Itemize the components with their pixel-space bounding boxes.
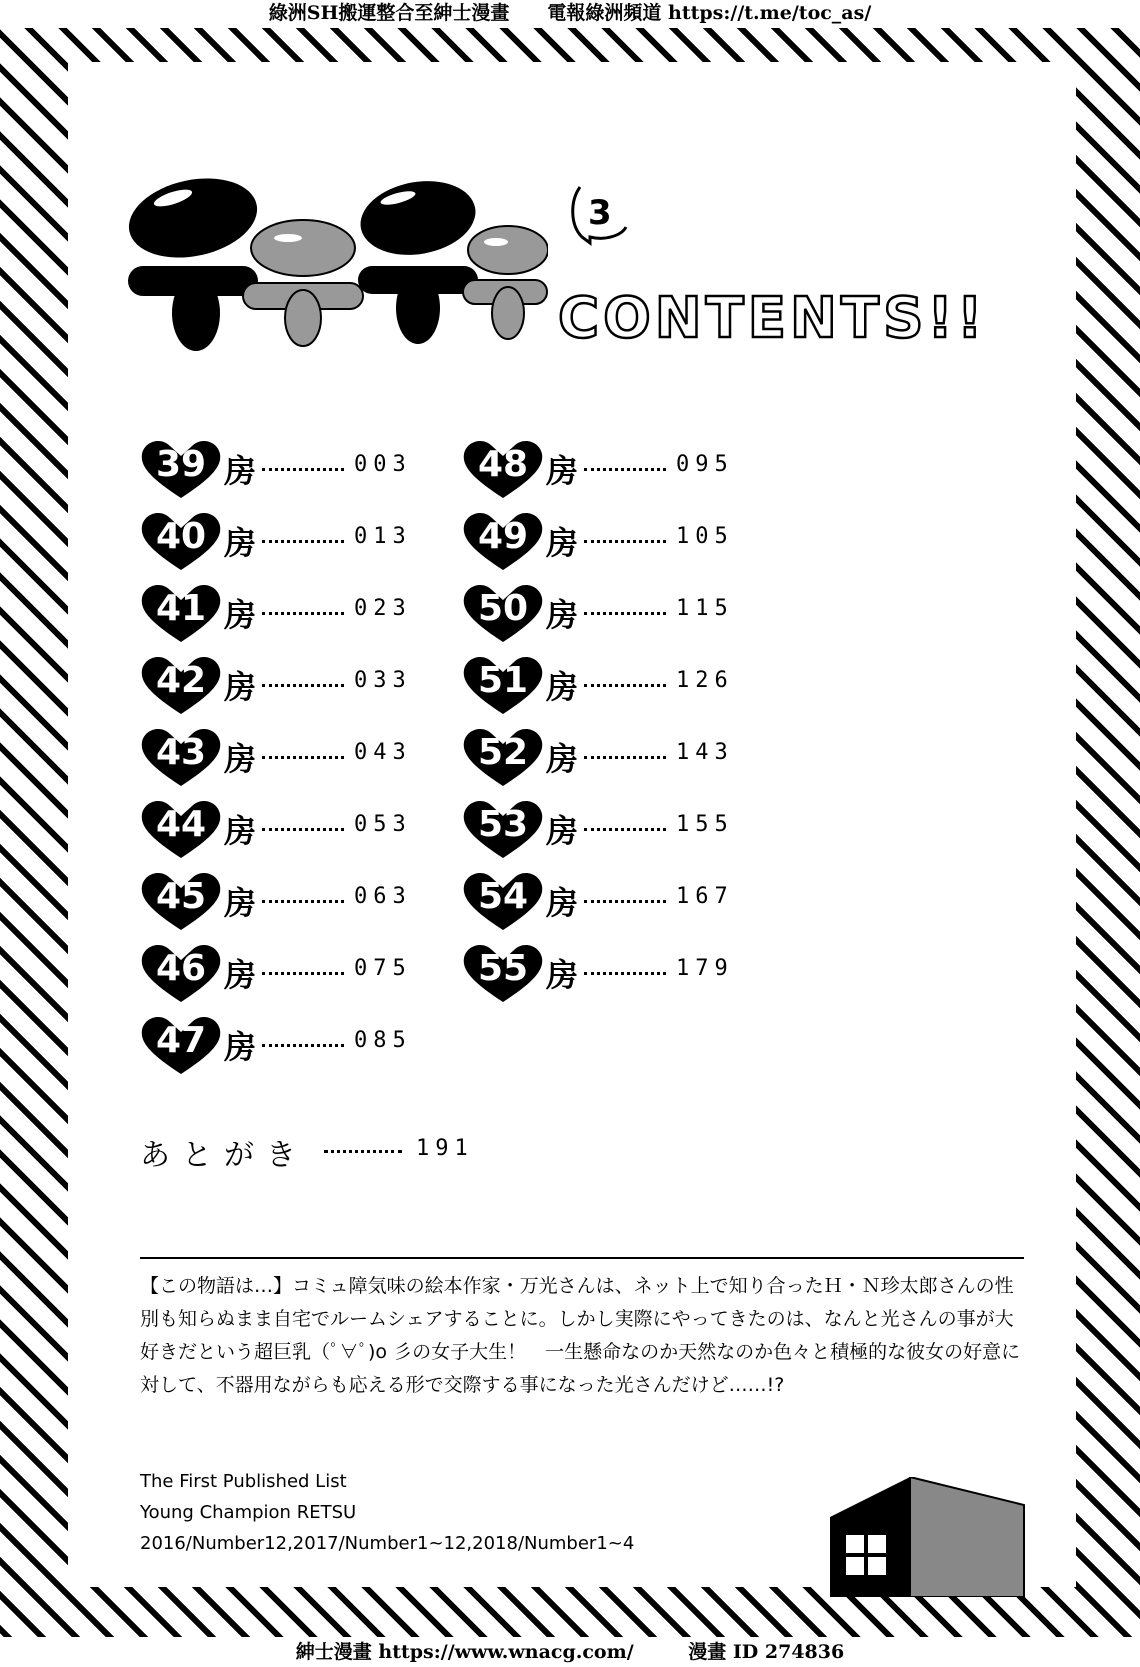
chapter-suffix: 房 <box>224 884 257 922</box>
page-number: 003 <box>354 452 412 477</box>
chapter-suffix: 房 <box>224 740 257 778</box>
leader-dots <box>262 684 344 687</box>
toc-entry <box>140 1014 430 1074</box>
leader-dots <box>262 540 344 543</box>
watermark-site: 紳士漫畫 https://www.wnacg.com/ <box>295 1641 634 1663</box>
toc-entry <box>140 582 430 642</box>
chapter-number: 53 <box>477 804 529 845</box>
page-number: 126 <box>676 668 734 693</box>
chapter-number: 43 <box>155 732 207 773</box>
volume-number: 3 <box>588 193 612 233</box>
synopsis-text: 【この物語は…】コミュ障気味の絵本作家・万光さんは、ネット上で知り合ったＨ・Ｎ珍太郎さんの性別も知らぬまま自宅でルームシェアすることに。しかし実際にやってきたのは、なんと光さんの事が大好きだという超巨乳（ﾟ∀ﾟ)o 彡の女子大生！ 一生懸命なのか天然なのか色々と積極的な彼女の好意に対して、不器用ながらも応える形で交際する事になった光さんだけど……!? <box>140 1275 1021 1396</box>
chapter-number: 51 <box>477 660 529 701</box>
pubinfo-line-2: Young Champion RETSU <box>140 1502 357 1523</box>
afterword-label: あとがき <box>140 1138 308 1173</box>
house-icon <box>830 1477 1030 1597</box>
page-number: 023 <box>354 596 412 621</box>
toc-entry <box>140 798 430 858</box>
watermark-id: 漫畫 ID 274836 <box>688 1641 845 1663</box>
page-number: 013 <box>354 524 412 549</box>
toc-entry <box>140 510 430 570</box>
leader-dots <box>262 756 344 759</box>
chapter-number: 44 <box>155 804 207 845</box>
chapter-number: 50 <box>477 588 529 629</box>
leader-dots <box>262 972 344 975</box>
chapter-suffix: 房 <box>546 452 579 490</box>
leader-dots <box>584 972 666 975</box>
chapter-suffix: 房 <box>224 956 257 994</box>
chapter-suffix: 房 <box>546 596 579 634</box>
toc-entry <box>140 438 430 498</box>
chapter-suffix: 房 <box>546 668 579 706</box>
chapter-suffix: 房 <box>224 524 257 562</box>
page-number: 053 <box>354 812 412 837</box>
leader-dots <box>262 468 344 471</box>
chapter-number: 55 <box>477 948 529 989</box>
chapter-suffix: 房 <box>546 524 579 562</box>
toc-entry <box>140 654 430 714</box>
leader-dots <box>584 468 666 471</box>
chapter-suffix: 房 <box>546 812 579 850</box>
toc-entry <box>462 726 752 786</box>
top-watermark: 綠洲SH搬運整合至紳士漫畫 電報綠洲頻道 https://t.me/toc_as/ <box>0 0 1140 28</box>
toc-entry <box>462 942 752 1002</box>
chapter-number: 52 <box>477 732 529 773</box>
page-number: 115 <box>676 596 734 621</box>
leader-dots <box>584 684 666 687</box>
toc-entry <box>140 942 430 1002</box>
chapter-number: 41 <box>155 588 207 629</box>
publication-info <box>140 1466 634 1559</box>
chapter-suffix: 房 <box>224 812 257 850</box>
chapter-suffix: 房 <box>546 884 579 922</box>
leader-dots <box>584 612 666 615</box>
toc-entry <box>462 510 752 570</box>
page-number: 155 <box>676 812 734 837</box>
page-number: 085 <box>354 1028 412 1053</box>
bottom-watermark <box>0 1637 1140 1667</box>
page-number: 063 <box>354 884 412 909</box>
page-number: 043 <box>354 740 412 765</box>
page-number: 143 <box>676 740 734 765</box>
chapter-suffix: 房 <box>224 452 257 490</box>
leader-dots <box>262 900 344 903</box>
chapter-suffix: 房 <box>224 596 257 634</box>
toc-entry <box>140 870 430 930</box>
volume-badge <box>572 185 630 249</box>
page-number: 033 <box>354 668 412 693</box>
chapter-number: 45 <box>155 876 207 917</box>
chapter-number: 49 <box>477 516 529 557</box>
divider <box>140 1257 1024 1259</box>
chapter-suffix: 房 <box>546 740 579 778</box>
chapter-number: 42 <box>155 660 207 701</box>
chapter-number: 54 <box>477 876 529 917</box>
chapter-suffix: 房 <box>224 1028 257 1066</box>
chapter-number: 40 <box>155 516 207 557</box>
pubinfo-line-1: The First Published List <box>140 1471 347 1492</box>
title-logo-graphic <box>128 168 548 358</box>
pubinfo-line-3: 2016/Number12,2017/Number1~12,2018/Number1~4 <box>140 1533 635 1554</box>
page-number: 167 <box>676 884 734 909</box>
chapter-number: 48 <box>477 444 529 485</box>
leader-dots <box>262 612 344 615</box>
page-number: 179 <box>676 956 734 981</box>
leader-dots <box>262 828 344 831</box>
leader-dots <box>584 756 666 759</box>
page-number: 095 <box>676 452 734 477</box>
chapter-number: 39 <box>155 444 207 485</box>
toc-entry <box>462 870 752 930</box>
leader-dots <box>584 900 666 903</box>
afterword-page: 191 <box>416 1136 474 1161</box>
toc-entry <box>140 726 430 786</box>
page-number: 075 <box>354 956 412 981</box>
afterword-leader-dots <box>324 1150 402 1153</box>
contents-heading: CONTENTS!! <box>558 286 987 351</box>
chapter-number: 47 <box>155 1020 207 1061</box>
leader-dots <box>584 540 666 543</box>
leader-dots <box>584 828 666 831</box>
chapter-number: 46 <box>155 948 207 989</box>
page-number: 105 <box>676 524 734 549</box>
chapter-suffix: 房 <box>224 668 257 706</box>
toc-entry <box>462 438 752 498</box>
toc-entry <box>462 654 752 714</box>
chapter-suffix: 房 <box>546 956 579 994</box>
toc-entry <box>462 798 752 858</box>
toc-entry <box>462 582 752 642</box>
leader-dots <box>262 1044 344 1047</box>
